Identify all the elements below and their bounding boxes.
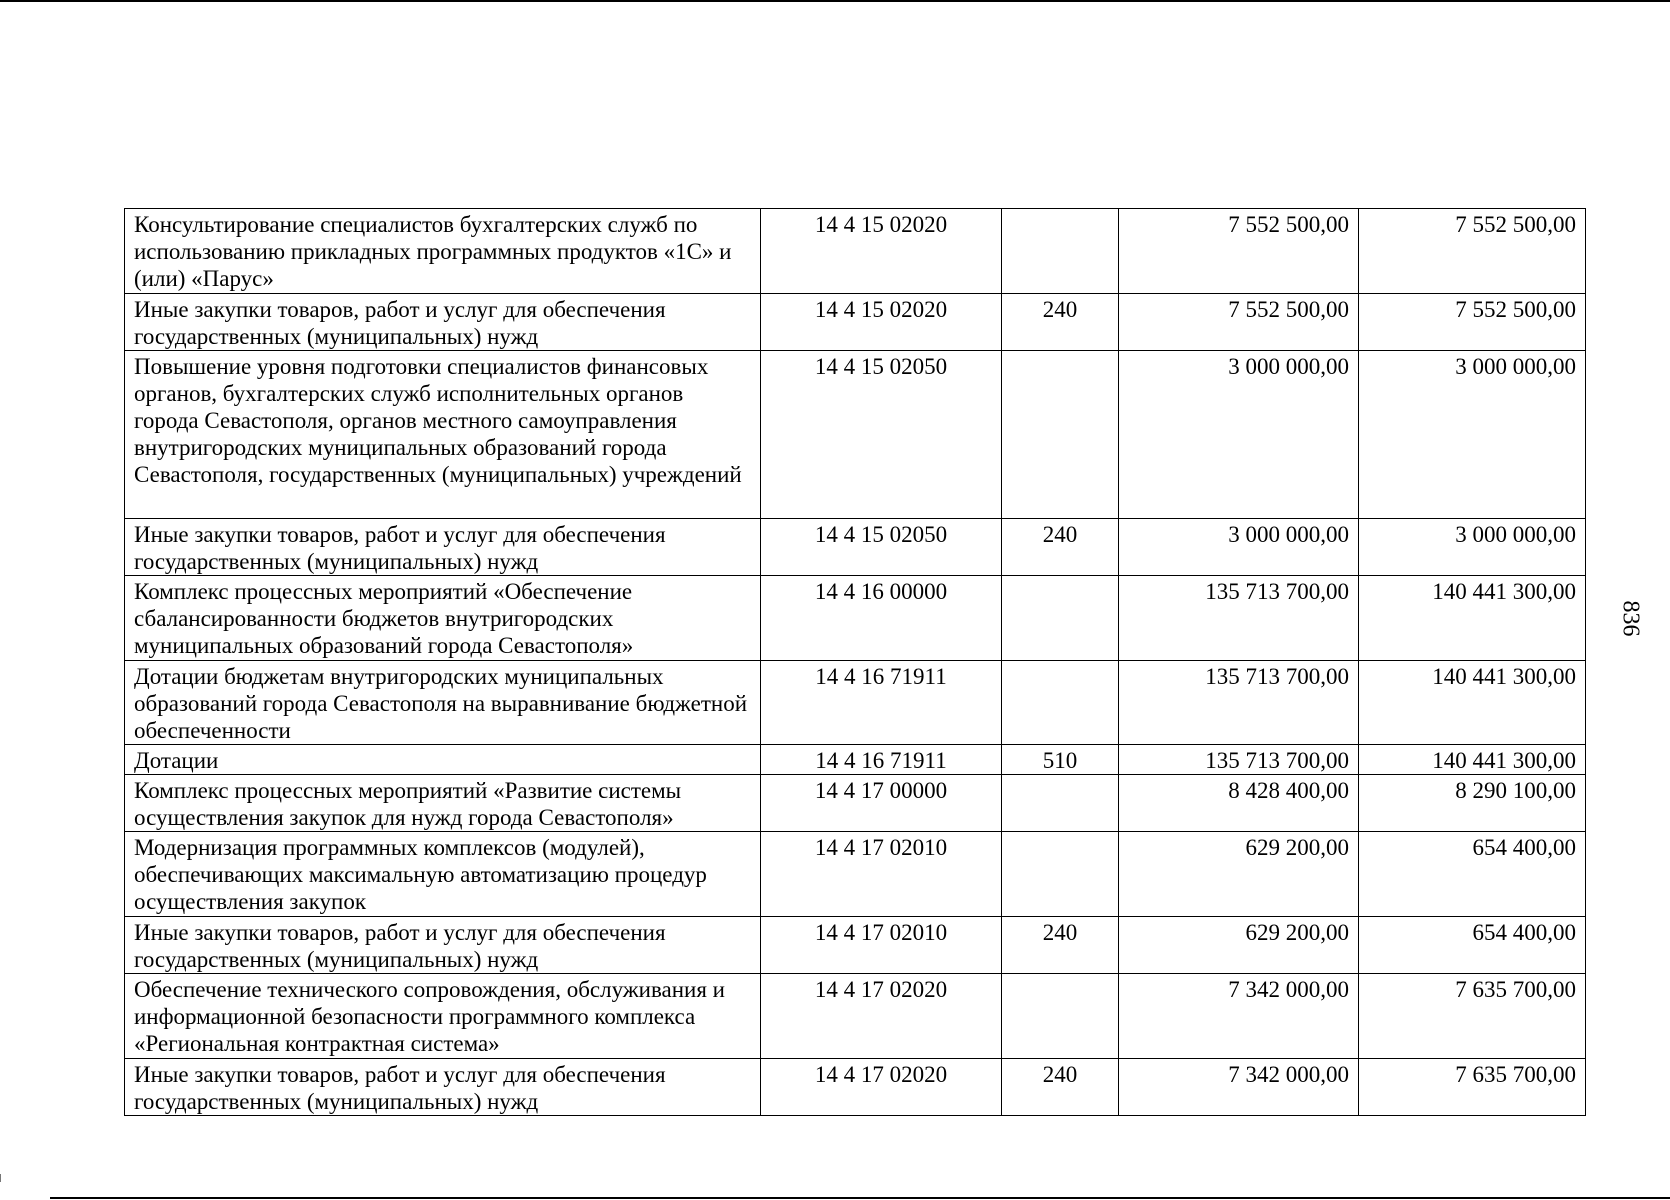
row-amount-2-cell: 654 400,00 <box>1359 832 1586 917</box>
page-number: 836 <box>1617 600 1644 637</box>
page-bottom-rule <box>50 1197 1670 1199</box>
row-code-cell: 14 4 15 02020 <box>761 209 1002 294</box>
table-row <box>125 1059 1586 1116</box>
row-code-cell: 14 4 17 02010 <box>761 917 1002 974</box>
table-row <box>125 209 1586 294</box>
row-name-cell: Комплекс процессных мероприятий «Обеспечение сбалансированности бюджетов внутригородских муниципальных образований города Севастополя» <box>125 576 761 661</box>
row-type-cell: 510 <box>1002 745 1119 775</box>
row-name-cell: Иные закупки товаров, работ и услуг для обеспечения государственных (муниципальных) нужд <box>125 1059 761 1116</box>
row-name-cell: Повышение уровня подготовки специалистов финансовых органов, бухгалтерских служб исполнительных органов города Севастополя, органов местного самоуправления внутригородских муниципальных образований города Севастополя, государственных (муниципальных) учреждений <box>125 351 761 519</box>
row-type-cell: 240 <box>1002 917 1119 974</box>
table-row <box>125 661 1586 745</box>
table-row <box>125 294 1586 351</box>
row-amount-1-cell: 135 713 700,00 <box>1119 576 1359 661</box>
row-amount-1-cell: 7 342 000,00 <box>1119 974 1359 1059</box>
row-code-cell: 14 4 15 02020 <box>761 294 1002 351</box>
row-amount-1-cell: 7 552 500,00 <box>1119 209 1359 294</box>
row-amount-2-cell: 3 000 000,00 <box>1359 351 1586 519</box>
row-name-cell: Дотации бюджетам внутригородских муниципальных образований города Севастополя на выравнивание бюджетной обеспеченности <box>125 661 761 745</box>
row-type-cell <box>1002 661 1119 745</box>
row-name-cell: Модернизация программных комплексов (модулей), обеспечивающих максимальную автоматизацию процедур осуществления закупок <box>125 832 761 917</box>
row-type-cell <box>1002 351 1119 519</box>
row-type-cell: 240 <box>1002 519 1119 576</box>
row-amount-2-cell: 654 400,00 <box>1359 917 1586 974</box>
row-amount-2-cell: 7 635 700,00 <box>1359 1059 1586 1116</box>
row-code-cell: 14 4 17 02010 <box>761 832 1002 917</box>
row-name-cell: Консультирование специалистов бухгалтерских служб по использованию прикладных программных продуктов «1С» и (или) «Парус» <box>125 209 761 294</box>
scan-edge-mark <box>0 1174 5 1182</box>
row-amount-1-cell: 3 000 000,00 <box>1119 519 1359 576</box>
table-row <box>125 917 1586 974</box>
row-name-cell: Иные закупки товаров, работ и услуг для обеспечения государственных (муниципальных) нужд <box>125 519 761 576</box>
row-amount-1-cell: 135 713 700,00 <box>1119 661 1359 745</box>
row-type-cell <box>1002 209 1119 294</box>
row-code-cell: 14 4 16 71911 <box>761 745 1002 775</box>
row-amount-2-cell: 7 552 500,00 <box>1359 209 1586 294</box>
row-type-cell: 240 <box>1002 294 1119 351</box>
row-amount-1-cell: 629 200,00 <box>1119 832 1359 917</box>
row-code-cell: 14 4 15 02050 <box>761 351 1002 519</box>
row-amount-2-cell: 7 552 500,00 <box>1359 294 1586 351</box>
table-row <box>125 519 1586 576</box>
row-name-cell: Иные закупки товаров, работ и услуг для обеспечения государственных (муниципальных) нужд <box>125 294 761 351</box>
table-row <box>125 775 1586 832</box>
budget-table <box>124 208 1586 1116</box>
row-amount-1-cell: 135 713 700,00 <box>1119 745 1359 775</box>
row-name-cell: Обеспечение технического сопровождения, обслуживания и информационной безопасности программного комплекса «Региональная контрактная система» <box>125 974 761 1059</box>
row-type-cell <box>1002 576 1119 661</box>
row-type-cell <box>1002 775 1119 832</box>
row-type-cell: 240 <box>1002 1059 1119 1116</box>
table-row <box>125 745 1586 775</box>
row-type-cell <box>1002 974 1119 1059</box>
page-top-border <box>0 0 1670 2</box>
row-amount-1-cell: 7 552 500,00 <box>1119 294 1359 351</box>
row-amount-2-cell: 3 000 000,00 <box>1359 519 1586 576</box>
row-amount-2-cell: 140 441 300,00 <box>1359 576 1586 661</box>
row-code-cell: 14 4 16 71911 <box>761 661 1002 745</box>
row-amount-1-cell: 7 342 000,00 <box>1119 1059 1359 1116</box>
row-amount-1-cell: 629 200,00 <box>1119 917 1359 974</box>
table-row <box>125 576 1586 661</box>
table-row <box>125 974 1586 1059</box>
row-amount-2-cell: 140 441 300,00 <box>1359 661 1586 745</box>
row-amount-2-cell: 140 441 300,00 <box>1359 745 1586 775</box>
row-code-cell: 14 4 17 02020 <box>761 1059 1002 1116</box>
row-amount-2-cell: 7 635 700,00 <box>1359 974 1586 1059</box>
table-row <box>125 832 1586 917</box>
row-amount-1-cell: 8 428 400,00 <box>1119 775 1359 832</box>
row-code-cell: 14 4 17 02020 <box>761 974 1002 1059</box>
row-code-cell: 14 4 15 02050 <box>761 519 1002 576</box>
row-amount-2-cell: 8 290 100,00 <box>1359 775 1586 832</box>
row-code-cell: 14 4 17 00000 <box>761 775 1002 832</box>
row-name-cell: Комплекс процессных мероприятий «Развитие системы осуществления закупок для нужд города Севастополя» <box>125 775 761 832</box>
row-amount-1-cell: 3 000 000,00 <box>1119 351 1359 519</box>
row-code-cell: 14 4 16 00000 <box>761 576 1002 661</box>
row-type-cell <box>1002 832 1119 917</box>
table-row <box>125 351 1586 519</box>
row-name-cell: Иные закупки товаров, работ и услуг для обеспечения государственных (муниципальных) нужд <box>125 917 761 974</box>
row-name-cell: Дотации <box>125 745 761 775</box>
